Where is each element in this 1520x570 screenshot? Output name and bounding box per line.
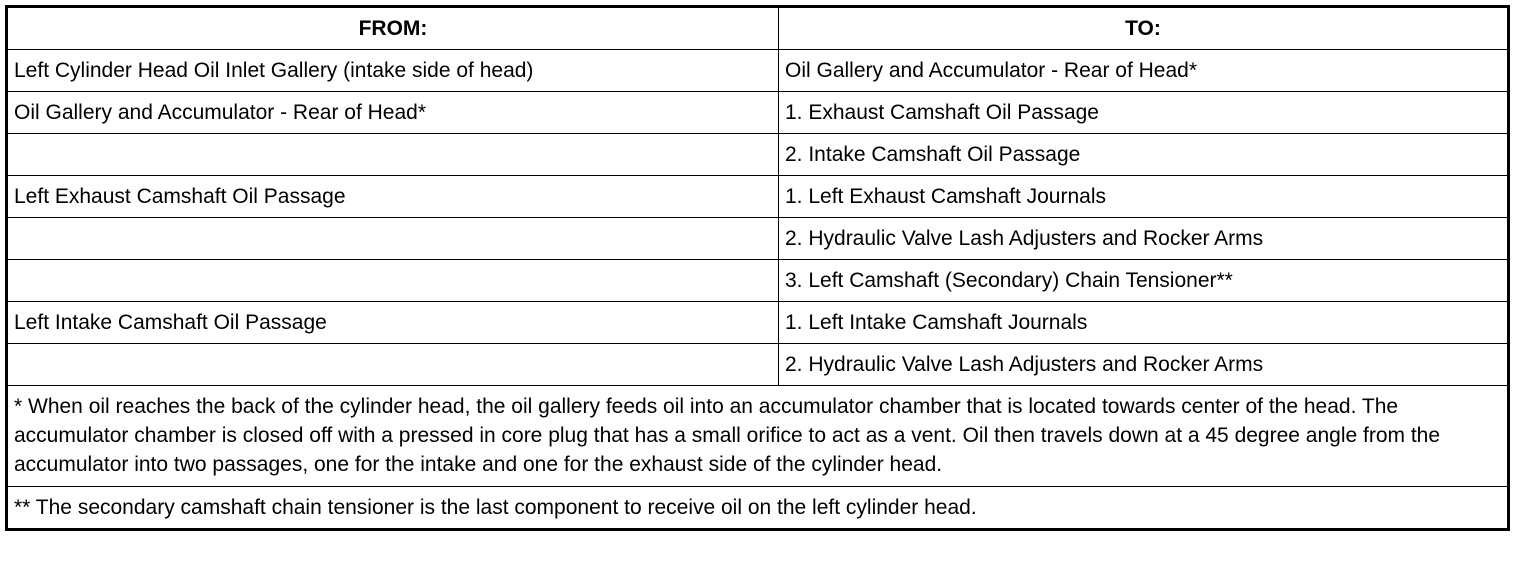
- footnote-tensioner: ** The secondary camshaft chain tensioner is the last component to receive oil on the left cylinder head.: [7, 487, 1509, 530]
- from-cell: Oil Gallery and Accumulator - Rear of Head*: [7, 92, 779, 134]
- from-cell: Left Intake Camshaft Oil Passage: [7, 302, 779, 344]
- table-row: [7, 302, 1509, 344]
- from-cell: [7, 134, 779, 176]
- from-cell: [7, 344, 779, 386]
- table-row: [7, 260, 1509, 302]
- table-row: [7, 134, 1509, 176]
- from-cell: [7, 260, 779, 302]
- to-cell: 2. Hydraulic Valve Lash Adjusters and Rocker Arms: [779, 344, 1509, 386]
- footnote-accumulator: * When oil reaches the back of the cylinder head, the oil gallery feeds oil into an accumulator chamber that is located towards center of the head. The accumulator chamber is closed off with a pressed in core plug that has a small orifice to act as a vent. Oil then travels down at a 45 degree angle from the accumulator into two passages, one for the intake and one for the exhaust side of the cylinder head.: [7, 386, 1509, 487]
- to-cell: Oil Gallery and Accumulator - Rear of Head*: [779, 50, 1509, 92]
- to-cell: 3. Left Camshaft (Secondary) Chain Tensioner**: [779, 260, 1509, 302]
- to-cell: 1. Exhaust Camshaft Oil Passage: [779, 92, 1509, 134]
- to-cell: 1. Left Exhaust Camshaft Journals: [779, 176, 1509, 218]
- from-cell: Left Cylinder Head Oil Inlet Gallery (intake side of head): [7, 50, 779, 92]
- footnote-row: [7, 487, 1509, 530]
- to-cell: 2. Hydraulic Valve Lash Adjusters and Rocker Arms: [779, 218, 1509, 260]
- header-to: TO:: [779, 7, 1509, 50]
- to-cell: 1. Left Intake Camshaft Journals: [779, 302, 1509, 344]
- table-row: [7, 218, 1509, 260]
- footnote-row: [7, 386, 1509, 487]
- to-cell: 2. Intake Camshaft Oil Passage: [779, 134, 1509, 176]
- header-from: FROM:: [7, 7, 779, 50]
- oil-flow-table-container: [5, 5, 1507, 531]
- from-cell: Left Exhaust Camshaft Oil Passage: [7, 176, 779, 218]
- table-header-row: [7, 7, 1509, 50]
- table-row: [7, 176, 1509, 218]
- from-cell: [7, 218, 779, 260]
- oil-flow-table: [5, 5, 1510, 531]
- table-row: [7, 50, 1509, 92]
- table-row: [7, 92, 1509, 134]
- table-row: [7, 344, 1509, 386]
